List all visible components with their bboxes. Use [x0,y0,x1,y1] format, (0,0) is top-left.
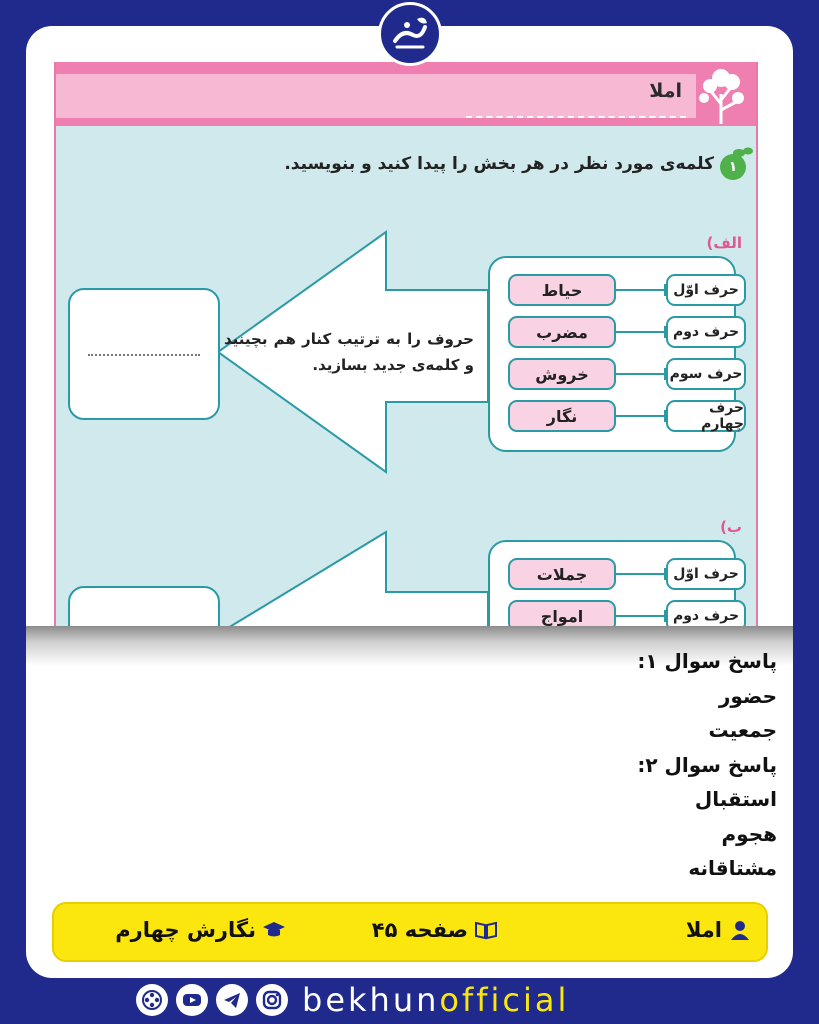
footer-book [115,918,286,942]
footer-bar [52,902,768,962]
letter-label: حرف دوم [666,316,746,348]
answer-line: مشتاقانه [688,856,777,880]
content-card [26,26,793,978]
part-b-letter-frame [488,540,740,634]
question-number-badge: ۱ [720,154,746,180]
letter-label: حرف اوّل [666,558,746,590]
word-box: مضرب [508,316,616,348]
answers-list [637,644,777,886]
answer-line: حضور [718,683,777,708]
connector-line [616,415,666,417]
graduation-cap-icon [262,918,286,942]
open-book-icon [474,918,498,942]
word-box: امواج [508,600,616,632]
footer-subject-text: املا [685,918,722,942]
part-a-row-4 [490,400,744,436]
letter-label: حرف اوّل [666,274,746,306]
part-a-letter-frame [488,256,744,452]
question-text: کلمه‌ی مورد نظر در هر بخش را پیدا کنید و بنویسید. [284,154,714,174]
part-a-label: الف) [706,234,742,252]
logo-mark-icon [387,11,433,57]
brand-name: bekhun [302,981,440,1019]
brand-handle[interactable] [302,981,569,1019]
part-a-row-3 [490,358,743,394]
brand-suffix: official [439,981,570,1019]
answer-line: جمعیت [708,718,777,742]
bekhun-logo [378,2,442,66]
telegram-icon[interactable] [216,984,248,1016]
part-a-answer-box[interactable] [68,288,220,420]
word-box: خروش [508,358,616,390]
arrow-b [218,532,488,634]
footer-page-text: صفحه ۴۵ [371,918,468,942]
part-a-row-2 [490,316,740,352]
connector-line [616,615,666,617]
user-icon [728,918,752,942]
answer-line: هجوم [721,821,777,846]
word-box: حیاط [508,274,616,306]
answer-heading-1: پاسخ سوال ۱: [637,649,777,673]
letter-label: حرف سوم [666,358,746,390]
word-box: نگار [508,400,616,432]
connector-line [616,373,666,375]
part-a-instruction: حروف را به ترتیب کنار هم بچینید و کلمه‌ی جدید بسازید. [224,330,474,374]
letter-label: حرف دوم [666,600,746,632]
footer-page [372,918,498,942]
connector-line [616,573,666,575]
textbook-page [54,62,758,634]
aparat-icon[interactable] [136,984,168,1016]
youtube-icon[interactable] [176,984,208,1016]
part-b-row-1 [490,558,739,594]
connector-line [616,289,666,291]
instagram-icon[interactable] [256,984,288,1016]
social-bar [136,980,569,1020]
footer-book-text: نگارش چهارم [115,918,256,942]
part-b-label: ب) [720,518,742,536]
answer-dotted-line [88,354,200,356]
word-box: جملات [508,558,616,590]
footer-subject [686,918,752,942]
section-title: املا [649,80,682,102]
connector-line [616,331,666,333]
answer-heading-2: پاسخ سوال ۲: [637,752,777,777]
letter-label: حرف چهارم [666,400,746,432]
part-a-row-1 [490,274,739,310]
answer-line: استقبال [694,787,777,811]
